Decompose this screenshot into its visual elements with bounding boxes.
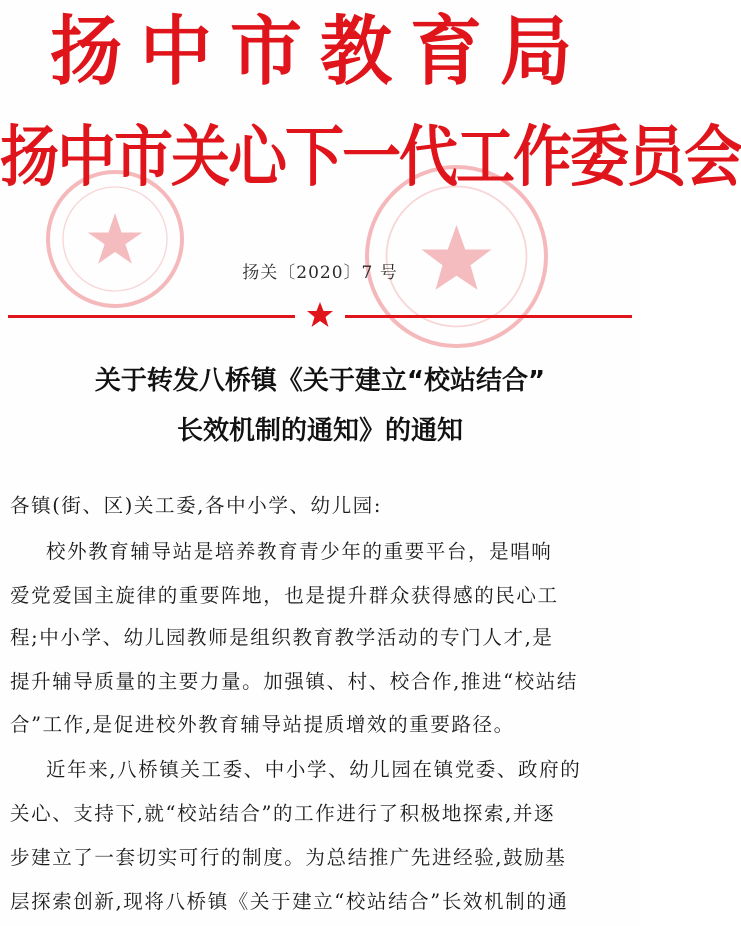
red-separator-left xyxy=(8,315,295,318)
document-title-line-1: 关于转发八桥镇《关于建立“校站结合” xyxy=(94,366,546,396)
body-line: 近年来,八桥镇关工委、中小学、幼儿园在镇党委、政府的 xyxy=(46,758,582,781)
document-number: 扬关〔2020〕7 号 xyxy=(242,263,398,283)
red-separator-right xyxy=(345,315,632,318)
star-icon xyxy=(305,300,335,330)
salutation: 各镇(街、区)关工委,各中小学、幼儿园: xyxy=(10,494,382,517)
body-line: 校外教育辅导站是培养教育青少年的重要平台，是唱响 xyxy=(46,540,553,563)
body-line: 关心、支持下,就“校站结合”的工作进行了积极地探索,并逐 xyxy=(10,802,556,825)
agency-name-2: 扬中市关心下一代工作委员会 xyxy=(0,117,741,196)
agency-name-1: 扬中市教育局 xyxy=(49,5,590,96)
body-line: 提升辅导质量的主要力量。加强镇、村、校合作,推进“校站结 xyxy=(10,670,578,693)
body-line: 步建立了一套切实可行的制度。为总结推广先进经验,鼓励基 xyxy=(10,846,567,869)
body-line: 合”工作,是促进校外教育辅导站提质增效的重要路径。 xyxy=(10,713,515,736)
body-line: 爱党爱国主旋律的重要阵地，也是提升群众获得感的民心工 xyxy=(10,584,559,607)
body-line: 层探索创新,现将八桥镇《关于建立“校站结合”长效机制的通 xyxy=(10,890,569,913)
document-title-line-2: 长效机制的通知》的通知 xyxy=(176,416,463,446)
body-line: 程;中小学、幼儿园教师是组织教育教学活动的专门人才,是 xyxy=(10,626,554,649)
